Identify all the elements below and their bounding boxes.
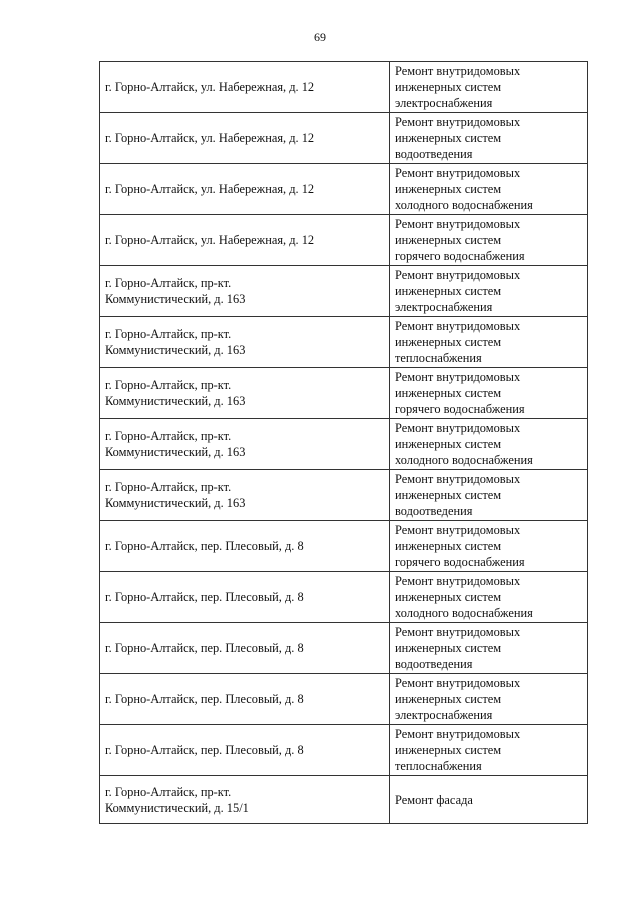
- work-type-cell: Ремонт внутридомовых инженерных систем водоотведения: [390, 623, 588, 674]
- work-type-cell: Ремонт внутридомовых инженерных систем холодного водоснабжения: [390, 572, 588, 623]
- table-row: [100, 419, 588, 470]
- table-row: [100, 725, 588, 776]
- table-row: [100, 623, 588, 674]
- address-cell: г. Горно-Алтайск, пр-кт. Коммунистический, д. 163: [100, 419, 390, 470]
- table-row: [100, 215, 588, 266]
- address-cell: г. Горно-Алтайск, пер. Плесовый, д. 8: [100, 674, 390, 725]
- table-row: [100, 470, 588, 521]
- work-type-cell: Ремонт внутридомовых инженерных систем электроснабжения: [390, 62, 588, 113]
- address-cell: г. Горно-Алтайск, пер. Плесовый, д. 8: [100, 572, 390, 623]
- work-type-cell: Ремонт внутридомовых инженерных систем горячего водоснабжения: [390, 368, 588, 419]
- work-type-cell: Ремонт внутридомовых инженерных систем горячего водоснабжения: [390, 215, 588, 266]
- table-row: [100, 62, 588, 113]
- work-type-cell: Ремонт внутридомовых инженерных систем водоотведения: [390, 113, 588, 164]
- table-row: [100, 317, 588, 368]
- page-number: 69: [314, 30, 326, 44]
- address-cell: г. Горно-Алтайск, пер. Плесовый, д. 8: [100, 725, 390, 776]
- work-type-cell: Ремонт внутридомовых инженерных систем водоотведения: [390, 470, 588, 521]
- table-row: [100, 521, 588, 572]
- works-table: [99, 61, 588, 824]
- address-cell: г. Горно-Алтайск, пр-кт. Коммунистический, д. 163: [100, 317, 390, 368]
- address-cell: г. Горно-Алтайск, пр-кт. Коммунистический, д. 163: [100, 368, 390, 419]
- work-type-cell: Ремонт фасада: [390, 776, 588, 824]
- table-row: [100, 164, 588, 215]
- address-cell: г. Горно-Алтайск, пер. Плесовый, д. 8: [100, 623, 390, 674]
- address-cell: г. Горно-Алтайск, пр-кт. Коммунистический, д. 15/1: [100, 776, 390, 824]
- address-cell: г. Горно-Алтайск, ул. Набережная, д. 12: [100, 215, 390, 266]
- work-type-cell: Ремонт внутридомовых инженерных систем электроснабжения: [390, 266, 588, 317]
- address-cell: г. Горно-Алтайск, ул. Набережная, д. 12: [100, 164, 390, 215]
- address-cell: г. Горно-Алтайск, пр-кт. Коммунистический, д. 163: [100, 470, 390, 521]
- work-type-cell: Ремонт внутридомовых инженерных систем теплоснабжения: [390, 725, 588, 776]
- work-type-cell: Ремонт внутридомовых инженерных систем горячего водоснабжения: [390, 521, 588, 572]
- work-type-cell: Ремонт внутридомовых инженерных систем электроснабжения: [390, 674, 588, 725]
- work-type-cell: Ремонт внутридомовых инженерных систем теплоснабжения: [390, 317, 588, 368]
- address-cell: г. Горно-Алтайск, пр-кт. Коммунистический, д. 163: [100, 266, 390, 317]
- table-row: [100, 776, 588, 824]
- table-row: [100, 674, 588, 725]
- table-row: [100, 368, 588, 419]
- work-type-cell: Ремонт внутридомовых инженерных систем холодного водоснабжения: [390, 419, 588, 470]
- address-cell: г. Горно-Алтайск, ул. Набережная, д. 12: [100, 113, 390, 164]
- address-cell: г. Горно-Алтайск, пер. Плесовый, д. 8: [100, 521, 390, 572]
- table-row: [100, 113, 588, 164]
- address-cell: г. Горно-Алтайск, ул. Набережная, д. 12: [100, 62, 390, 113]
- table-row: [100, 572, 588, 623]
- table-row: [100, 266, 588, 317]
- work-type-cell: Ремонт внутридомовых инженерных систем холодного водоснабжения: [390, 164, 588, 215]
